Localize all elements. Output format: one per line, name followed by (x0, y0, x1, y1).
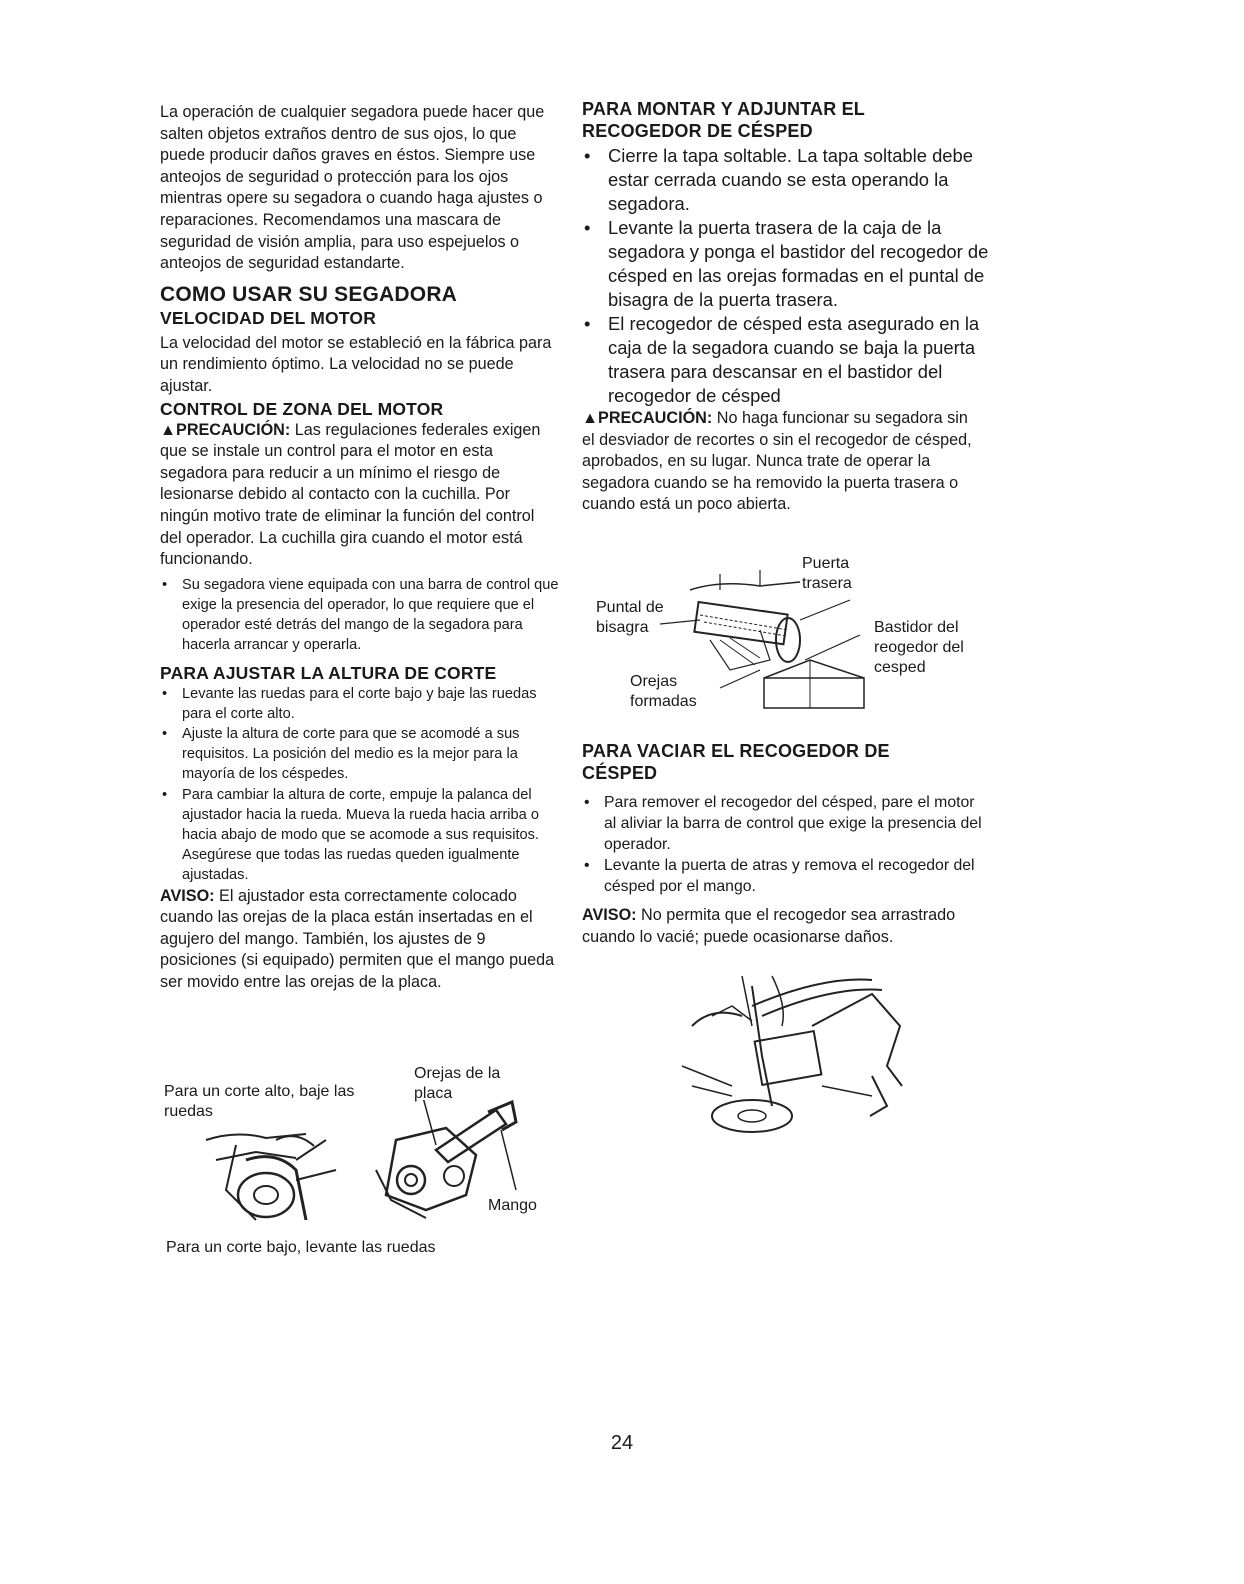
height-notice-text: El ajustador esta correctamente colocado cuando las orejas de la placa están insertadas en el agujero del mango. También, los ajustes de 9 posiciones (si equipado) permiten que el mango pueda ser movido entre las orejas de la placa. (160, 886, 555, 991)
list-item: • Levante la puerta de atras y remova el recogedor del césped por el mango. (582, 855, 982, 897)
fig-ears-label: Orejas formadas (630, 673, 697, 710)
fig-handle-label: Mango (488, 1197, 537, 1214)
fig-frame-label: Bastidor del reogedor del cesped (874, 619, 964, 676)
empty-section (582, 740, 1002, 948)
height-heading: PARA AJUSTAR LA ALTURA DE CORTE (160, 662, 497, 683)
list-item: • Para remover el recogedor del césped, pare el motor al aliviar la barra de control que exige la presencia del operador. (582, 792, 982, 855)
zone-caution-text: Las regulaciones federales exigen que se instale un control para el motor en esta segadora para reducir a un mínimo el riesgo de lesionarse debido al contacto con la cuchilla. Por ningún motivo trate de eliminar la función del control del operador. La cuchilla gira cuando el motor está funcionando. (160, 420, 541, 569)
height-notice-label: AVISO: (160, 886, 215, 905)
catcher-empty-illustration (672, 966, 912, 1136)
list-item: • El recogedor de césped esta asegurado en la caja de la segadora cuando se baja la puerta trasera para descansar en el bastidor del recogedor de césped (582, 312, 1002, 408)
intro-paragraph: La operación de cualquier segadora puede hacer que salten objetos extraños dentro de sus ojos, lo que puede producir daños graves en éstos. Siempre use anteojos de seguridad o protección para los ojos mientras opere su segadora o cuando haga ajustes o reparaciones. Recomendamos una mascara de seguridad de visión amplia, para uso espejuelos o anteojos de seguridad estandarte. (160, 103, 545, 273)
empty-notice-text: No permita que el recogedor sea arrastrado cuando lo vacié; puede ocasionarse daños. (582, 906, 956, 946)
fig-rear-door-label: Puerta trasera (802, 555, 852, 592)
list-item: • Cierre la tapa soltable. La tapa soltable debe estar cerrada cuando se esta operando la segadora. (582, 144, 1002, 216)
list-item: • Levante las ruedas para el corte bajo y baje las ruedas para el corte alto. (160, 684, 560, 724)
list-item: • Para cambiar la altura de corte, empuje la palanca del ajustador hacia la rueda. Mueva la rueda hacia arriba o hacia abajo de modo que se acomode a sus requisitos. Asegúrese que todas las ruedas queden igualmente ajustadas. (160, 785, 560, 886)
zone-caution-label: ▲PRECAUCIÓN: (160, 420, 291, 439)
zone-bullet-list (160, 575, 560, 656)
cutting-height-illustration (196, 1100, 536, 1230)
right-column (582, 98, 1002, 516)
height-bullet-list (160, 684, 560, 886)
list-item: • Ajuste la altura de corte para que se acomodé a sus requisitos. La posición del medio es la mejor para la mayoría de los céspedes. (160, 724, 560, 785)
motor-speed-text: La velocidad del motor se estableció en la fábrica para un rendimiento óptimo. La velocidad no se puede ajustar. (160, 333, 552, 395)
list-item: • Su segadora viene equipada con una barra de control que exige la presencia del operador, lo que requiere que el operador esté detrás del mango de la segadora para hacerla arrancar y operarla. (160, 575, 560, 656)
empty-notice (582, 905, 982, 948)
empty-notice-label: AVISO: (582, 906, 637, 924)
fig-hinge-label: Puntal de bisagra (596, 599, 664, 636)
catcher-mount-illustration (660, 560, 880, 710)
mount-caution-text: No haga funcionar su segadora sin el desviador de recortes o sin el recogedor de césped, aprobados, en su lugar. Nunca trate de operar la segadora cuando se ha removido la puerta trasera o cuando está un poco abierta. (582, 409, 972, 514)
mount-heading: PARA MONTAR Y ADJUNTAR EL RECOGEDOR DE CÉSPED (582, 99, 865, 141)
zone-caution (160, 420, 560, 571)
zone-heading: CONTROL DE ZONA DEL MOTOR (160, 398, 444, 419)
fig-low-label: Para un corte bajo, levante las ruedas (166, 1239, 436, 1256)
mount-caution-label: ▲PRECAUCIÓN: (582, 409, 713, 427)
left-column (160, 102, 560, 994)
fig-plate-label: Orejas de la placa (414, 1065, 501, 1102)
mount-bullet-list (582, 144, 1002, 408)
list-item: • Levante la puerta trasera de la caja de la segadora y ponga el bastidor del recogedor de césped en las orejas formadas en el puntal de bisagra de la puerta trasera. (582, 216, 1002, 312)
motor-speed-heading: VELOCIDAD DEL MOTOR (160, 307, 377, 328)
page-number: 24 (610, 1432, 634, 1454)
empty-heading: PARA VACIAR EL RECOGEDOR DE CÉSPED (582, 741, 890, 783)
section-title: COMO USAR SU SEGADORA (160, 282, 458, 306)
empty-bullet-list (582, 792, 982, 897)
fig-high-label: Para un corte alto, baje las ruedas (164, 1083, 355, 1120)
height-notice (160, 886, 560, 994)
mount-caution (582, 408, 982, 516)
